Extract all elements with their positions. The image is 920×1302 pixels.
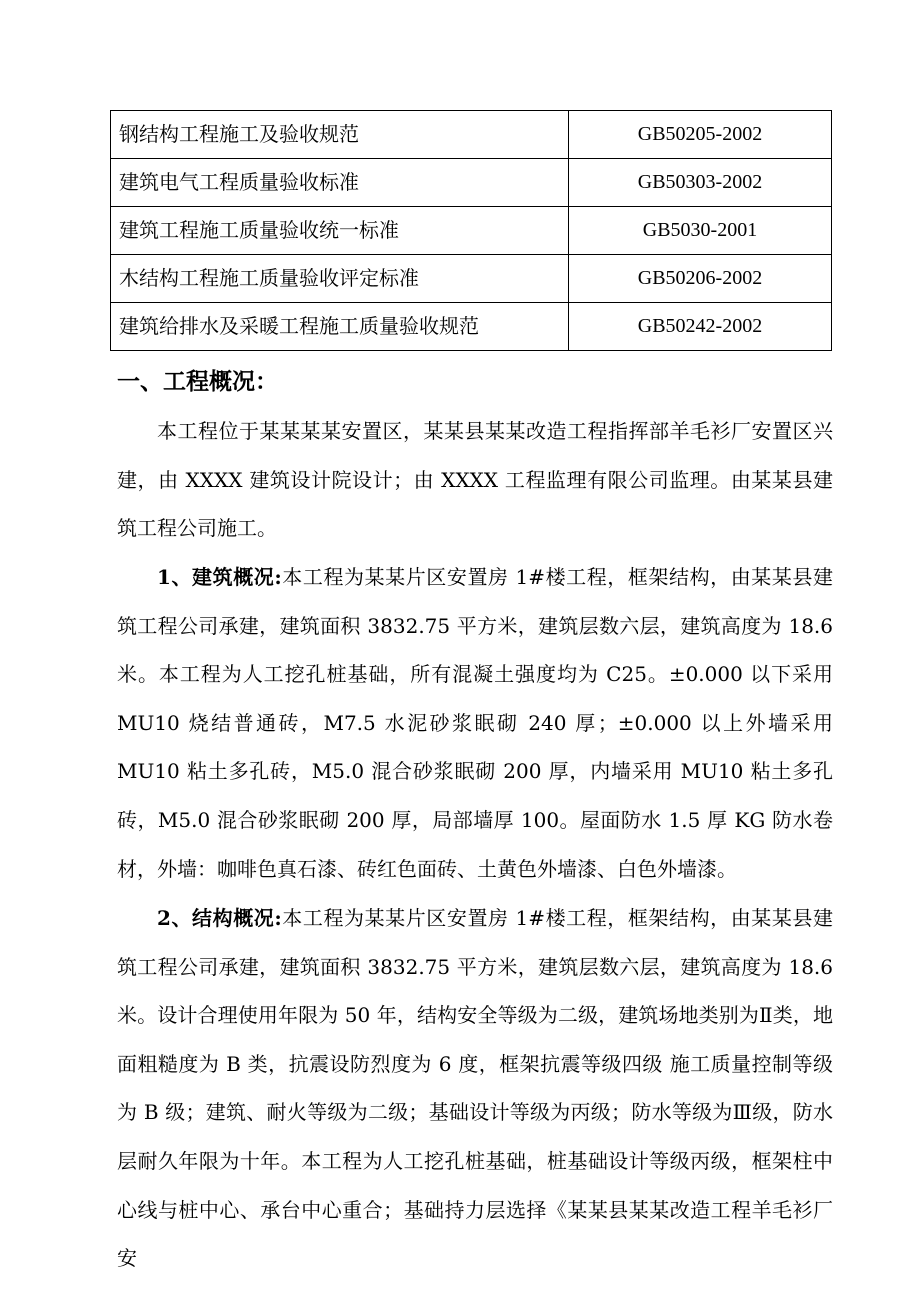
table-row: [111, 255, 832, 303]
standard-name: 木结构工程施工质量验收评定标准: [111, 255, 569, 303]
standard-code: GB50205-2002: [569, 111, 832, 159]
building-overview-text: 本工程为某某片区安置房 1#楼工程，框架结构，由某某县建筑工程公司承建，建筑面积 3832.75 平方米，建筑层数六层，建筑高度为 18.6 米。本工程为人工挖孔桩基础，所有混凝土强度均为 C25。±0.000 以下采用 MU10 烧结普通砖，M7.5 水泥砂浆眠砌 240 厚；±0.000 以上外墙采用 MU10 粘土多孔砖，M5.0 混合砂浆眠砌 200 厚，内墙采用 MU10 粘土多孔砖，M5.0 混合砂浆眠砌 200 厚，局部墙厚 100。屋面防水 1.5 厚 KG 防水卷材，外墙：咖啡色真石漆、砖红色面砖、土黄色外墙漆、白色外墙漆。: [117, 565, 833, 881]
standard-name: 钢结构工程施工及验收规范: [111, 111, 569, 159]
standard-name: 建筑电气工程质量验收标准: [111, 159, 569, 207]
table-row: [111, 207, 832, 255]
table-row: [111, 111, 832, 159]
structure-overview-lead: 2、结构概况:: [157, 906, 282, 930]
standard-code: GB5030-2001: [569, 207, 832, 255]
section-heading: 一、工程概况：: [117, 368, 278, 395]
intro-paragraph: 本工程位于某某某某安置区，某某县某某改造工程指挥部羊毛衫厂安置区兴建，由 XXXX 建筑设计院设计；由 XXXX 工程监理有限公司监理。由某某县建筑工程公司施工。: [117, 419, 833, 541]
standards-table: [110, 110, 832, 351]
standard-code: GB50242-2002: [569, 303, 832, 351]
structure-overview-text: 本工程为某某片区安置房 1#楼工程，框架结构，由某某县建筑工程公司承建，建筑面积 3832.75 平方米，建筑层数六层，建筑高度为 18.6 米。设计合理使用年限为 50 年，结构安全等级为二级，建筑场地类别为Ⅱ类，地面粗糙度为 B 类，抗震设防烈度为 6 度，框架抗震等级四级 施工质量控制等级为 B 级；建筑、耐火等级为二级；基础设计等级为丙级；防水等级为Ⅲ级，防水层耐久年限为十年。本工程为人工挖孔桩基础，桩基础设计等级丙级，框架柱中心线与桩中心、承台中心重合；基础持力层选择《某某县某某改造工程羊毛衫厂安: [117, 906, 833, 1271]
structure-overview-paragraph: [117, 894, 833, 1283]
building-overview-paragraph: [117, 553, 833, 893]
standard-name: 建筑给排水及采暖工程施工质量验收规范: [111, 303, 569, 351]
standard-code: GB50303-2002: [569, 159, 832, 207]
table-row: [111, 159, 832, 207]
building-overview-lead: 1、建筑概况:: [157, 565, 282, 589]
standard-code: GB50206-2002: [569, 255, 832, 303]
table-row: [111, 303, 832, 351]
standard-name: 建筑工程施工质量验收统一标准: [111, 207, 569, 255]
